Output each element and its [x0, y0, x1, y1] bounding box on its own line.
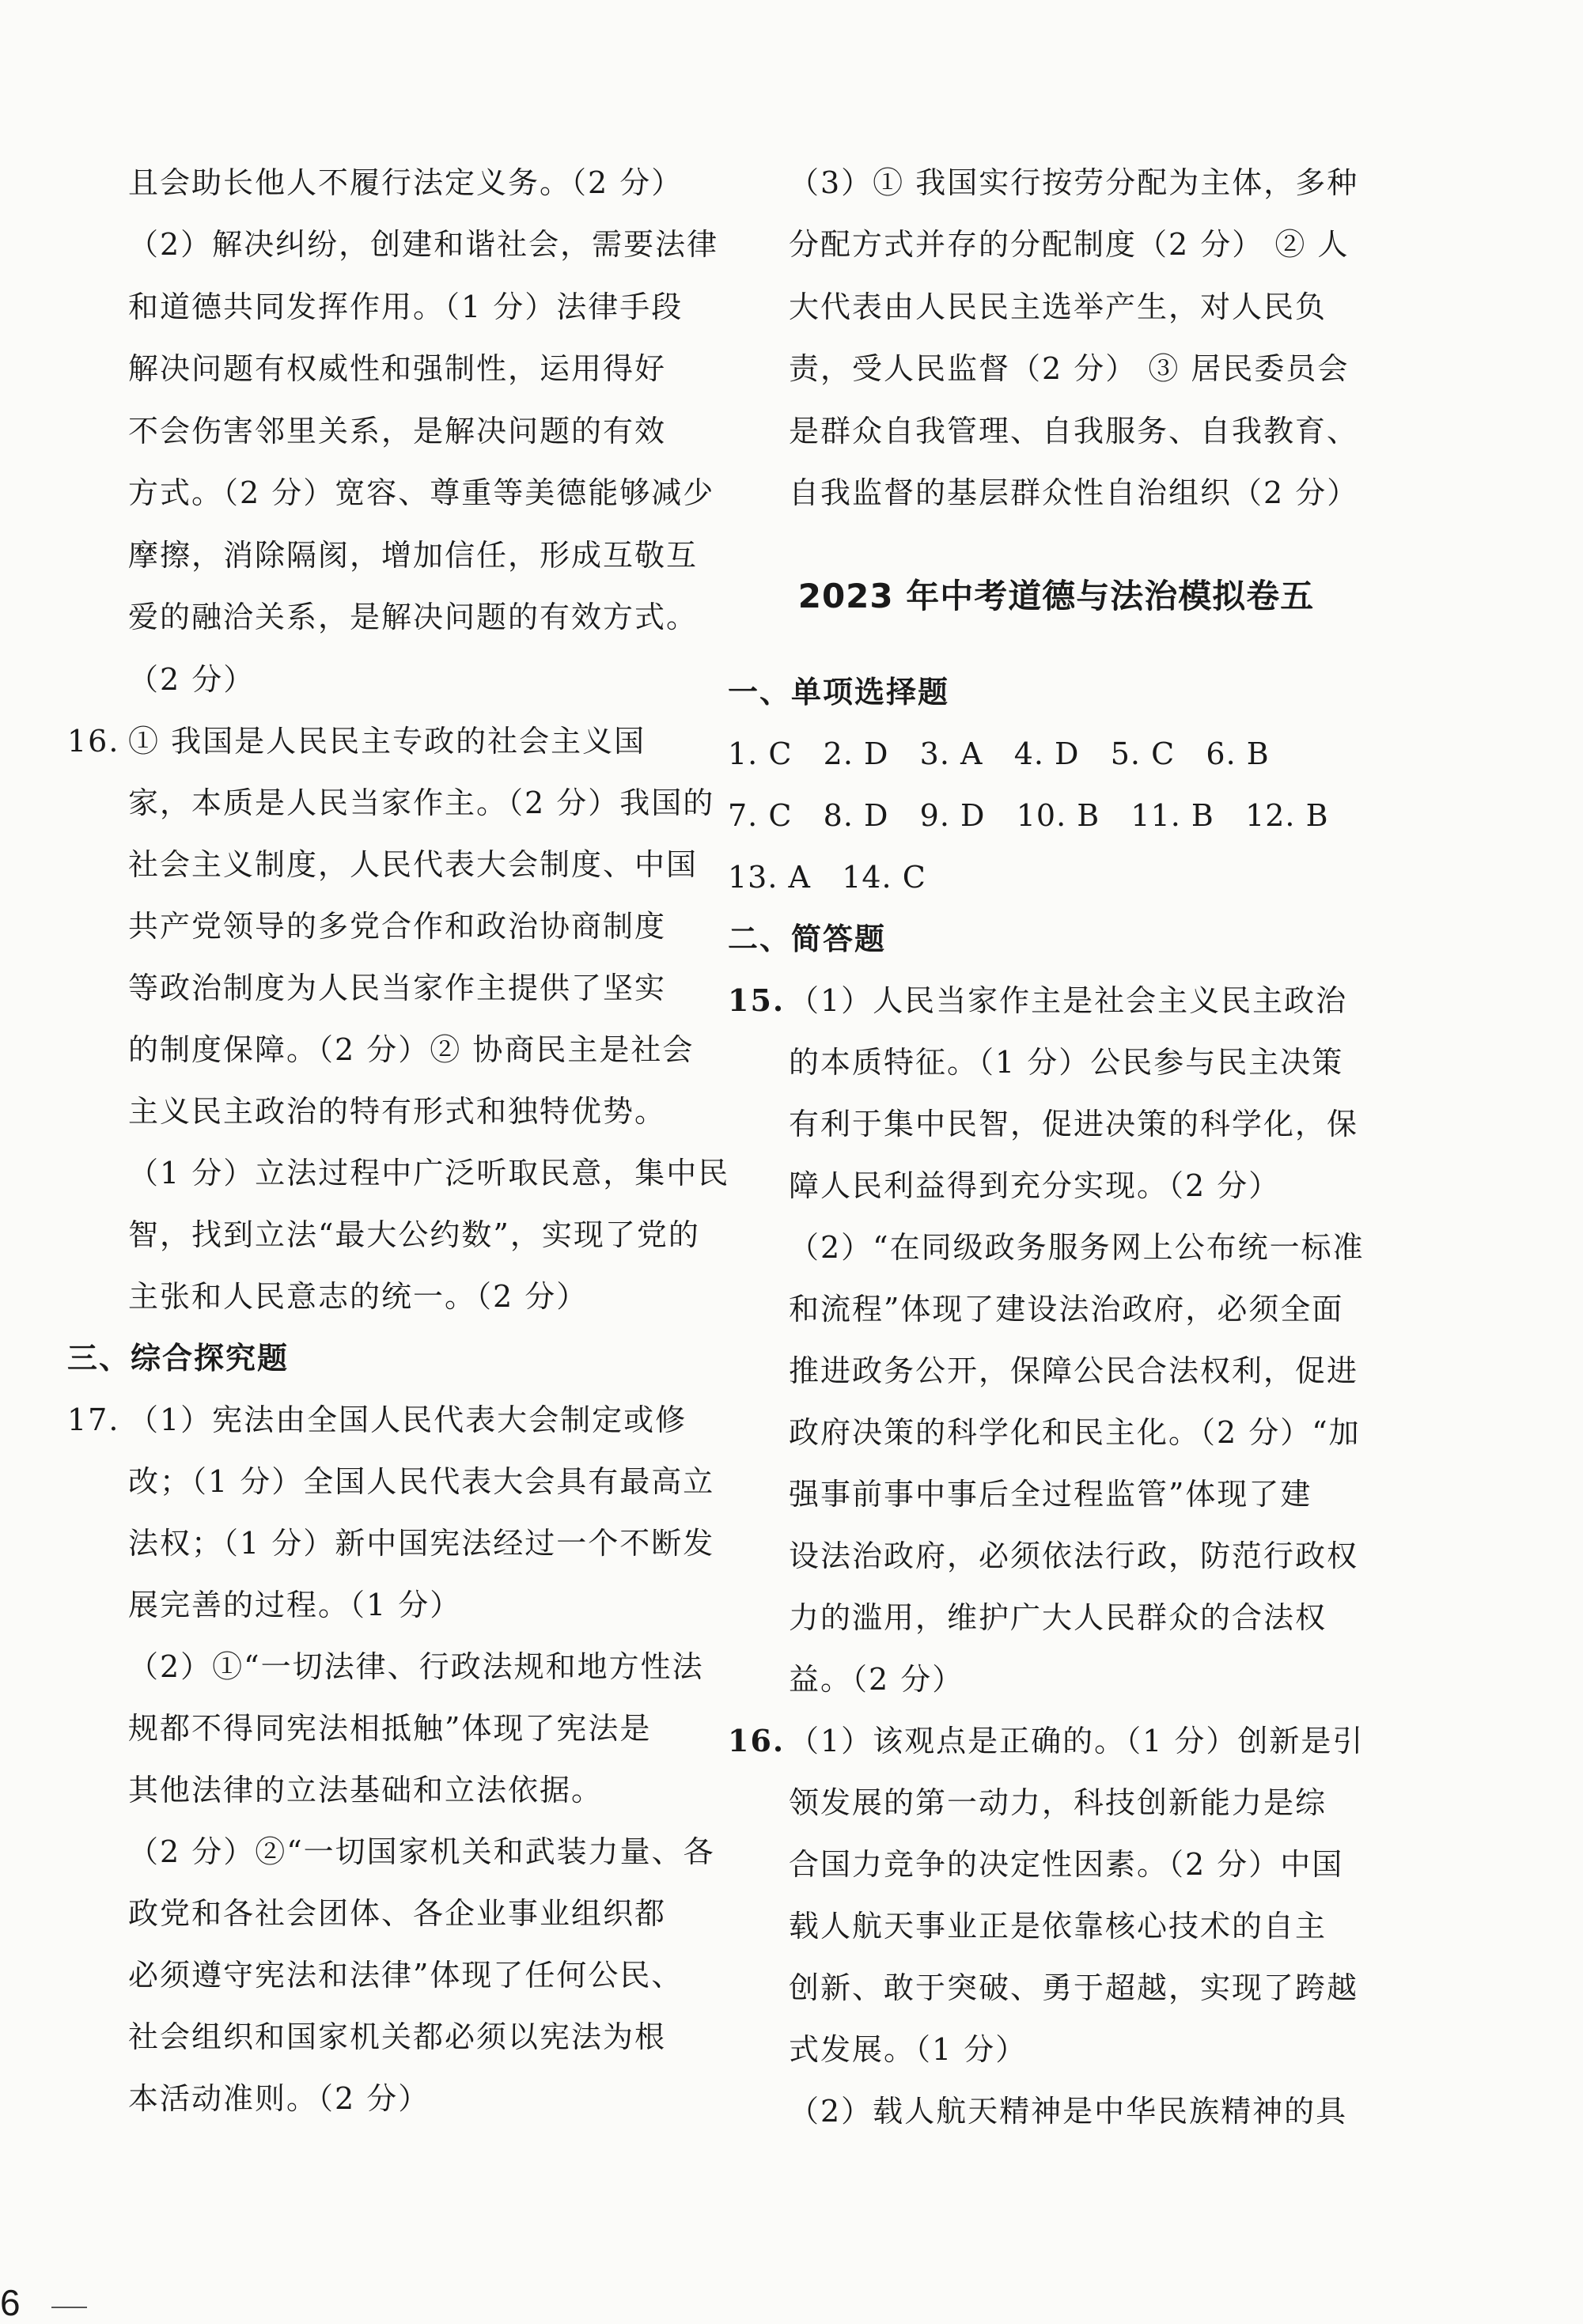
text-line: 的本质特征。（1 分）公民参与民主决策: [789, 1045, 1344, 1080]
text-line: 和道德共同发挥作用。（1 分）法律手段: [128, 290, 684, 324]
text-line: 责，受人民监督（2 分） ③ 居民委员会: [789, 351, 1350, 386]
page-number: 6: [0, 2282, 21, 2323]
text-line: （1 分）立法过程中广泛听取民意，集中民: [128, 1156, 730, 1190]
answer-row: 7. C 8. D 9. D 10. B 11. B 12. B: [728, 798, 1329, 833]
question-number: 15.: [728, 982, 786, 1018]
text-line: （2）①“一切法律、行政法规和地方性法: [128, 1649, 704, 1684]
text-line: 智，找到立法“最大公约数”，实现了党的: [128, 1217, 700, 1252]
question-number: 16.: [67, 724, 120, 759]
page-number-dash: [51, 2307, 87, 2308]
text-line: 社会组织和国家机关都必须以宪法为根: [128, 2019, 667, 2054]
section-heading: 二、简答题: [728, 922, 887, 956]
text-line: 是群众自我管理、自我服务、自我教育、: [789, 414, 1359, 449]
text-line: （2 分）: [128, 662, 256, 697]
section-heading: 三、综合探究题: [67, 1341, 290, 1376]
text-line: 主张和人民意志的统一。（2 分）: [128, 1279, 589, 1314]
text-line: 障人民利益得到充分实现。（2 分）: [789, 1168, 1281, 1203]
text-line: 式发展。（1 分）: [789, 2032, 1028, 2067]
text-line: 改；（1 分）全国人民代表大会具有最高立: [128, 1464, 715, 1499]
answer-row: 13. A 14. C: [728, 860, 926, 895]
text-line: （1）宪法由全国人民代表大会制定或修: [128, 1402, 687, 1437]
text-line: 政党和各社会团体、各企业事业组织都: [128, 1896, 667, 1931]
text-line: 益。（2 分）: [789, 1662, 964, 1697]
section-heading: 一、单项选择题: [728, 675, 950, 710]
text-line: 不会伤害邻里关系，是解决问题的有效: [128, 414, 667, 449]
text-line: （3）① 我国实行按劳分配为主体，多种: [789, 165, 1359, 200]
text-line: （1）人民当家作主是社会主义民主政治: [789, 983, 1348, 1018]
text-line: 解决问题有权威性和强制性，运用得好: [128, 351, 667, 386]
text-line: （2）解决纠纷，创建和谐社会，需要法律: [128, 227, 719, 262]
text-line: 推进政务公开，保障公民合法权利，促进: [789, 1353, 1359, 1388]
question-number: 17.: [67, 1402, 120, 1437]
text-line: 合国力竞争的决定性因素。（2 分）中国: [789, 1847, 1344, 1882]
text-line: （1）该观点是正确的。（1 分）创新是引: [789, 1724, 1365, 1758]
answer-row: 1. C 2. D 3. A 4. D 5. C 6. B: [728, 736, 1270, 771]
text-line: 共产党领导的多党合作和政治协商制度: [128, 909, 667, 944]
text-line: 创新、敢于突破、勇于超越，实现了跨越: [789, 1970, 1359, 2005]
text-line: 政府决策的科学化和民主化。（2 分）“加: [789, 1415, 1361, 1450]
text-line: 爱的融洽关系，是解决问题的有效方式。: [128, 600, 699, 634]
text-line: （2 分）②“一切国家机关和武装力量、各: [128, 1834, 715, 1869]
text-line: 方式。（2 分）宽容、尊重等美德能够减少: [128, 475, 715, 510]
text-line: 社会主义制度，人民代表大会制度、中国: [128, 847, 699, 882]
text-line: 等政治制度为人民当家作主提供了坚实: [128, 971, 667, 1005]
text-line: 分配方式并存的分配制度（2 分） ② 人: [789, 227, 1350, 262]
text-line: 主义民主政治的特有形式和独特优势。: [128, 1094, 667, 1129]
text-line: 家，本质是人民当家作主。（2 分）我国的: [128, 785, 715, 820]
text-line: 大代表由人民民主选举产生，对人民负: [789, 290, 1327, 324]
text-line: 设法治政府，必须依法行政，防范行政权: [789, 1539, 1359, 1573]
text-line: 其他法律的立法基础和立法依据。: [128, 1773, 604, 1807]
question-number: 16.: [728, 1723, 786, 1758]
text-line: 强事前事中事后全过程监管”体现了建: [789, 1477, 1312, 1512]
text-line: 且会助长他人不履行法定义务。（2 分）: [128, 165, 684, 200]
text-line: （2）“在同级政务服务网上公布统一标准: [789, 1230, 1365, 1265]
text-line: 领发展的第一动力，科技创新能力是综: [789, 1785, 1327, 1820]
text-line: 展完善的过程。（1 分）: [128, 1588, 462, 1622]
text-line: 本活动准则。（2 分）: [128, 2081, 430, 2116]
text-line: 法权；（1 分）新中国宪法经过一个不断发: [128, 1526, 715, 1561]
text-line: 规都不得同宪法相抵触”体现了宪法是: [128, 1711, 652, 1746]
text-line: 必须遵守宪法和法律”体现了任何公民、: [128, 1958, 684, 1993]
text-line: 和流程”体现了建设法治政府，必须全面: [789, 1292, 1344, 1327]
text-line: 自我监督的基层群众性自治组织（2 分）: [789, 475, 1359, 510]
text-line: 力的滥用，维护广大人民群众的合法权: [789, 1600, 1327, 1635]
text-line: （2）载人航天精神是中华民族精神的具: [789, 2094, 1348, 2129]
text-line: 摩擦，消除隔阂，增加信任，形成互敬互: [128, 538, 699, 573]
text-line: 的制度保障。（2 分）② 协商民主是社会: [128, 1032, 695, 1067]
text-line: 载人航天事业正是依靠核心技术的自主: [789, 1909, 1327, 1944]
exam-title: 2023 年中考道德与法治模拟卷五: [797, 577, 1315, 615]
text-line: 有利于集中民智，促进决策的科学化，保: [789, 1107, 1359, 1141]
text-line: ① 我国是人民民主专政的社会主义国: [128, 724, 646, 759]
